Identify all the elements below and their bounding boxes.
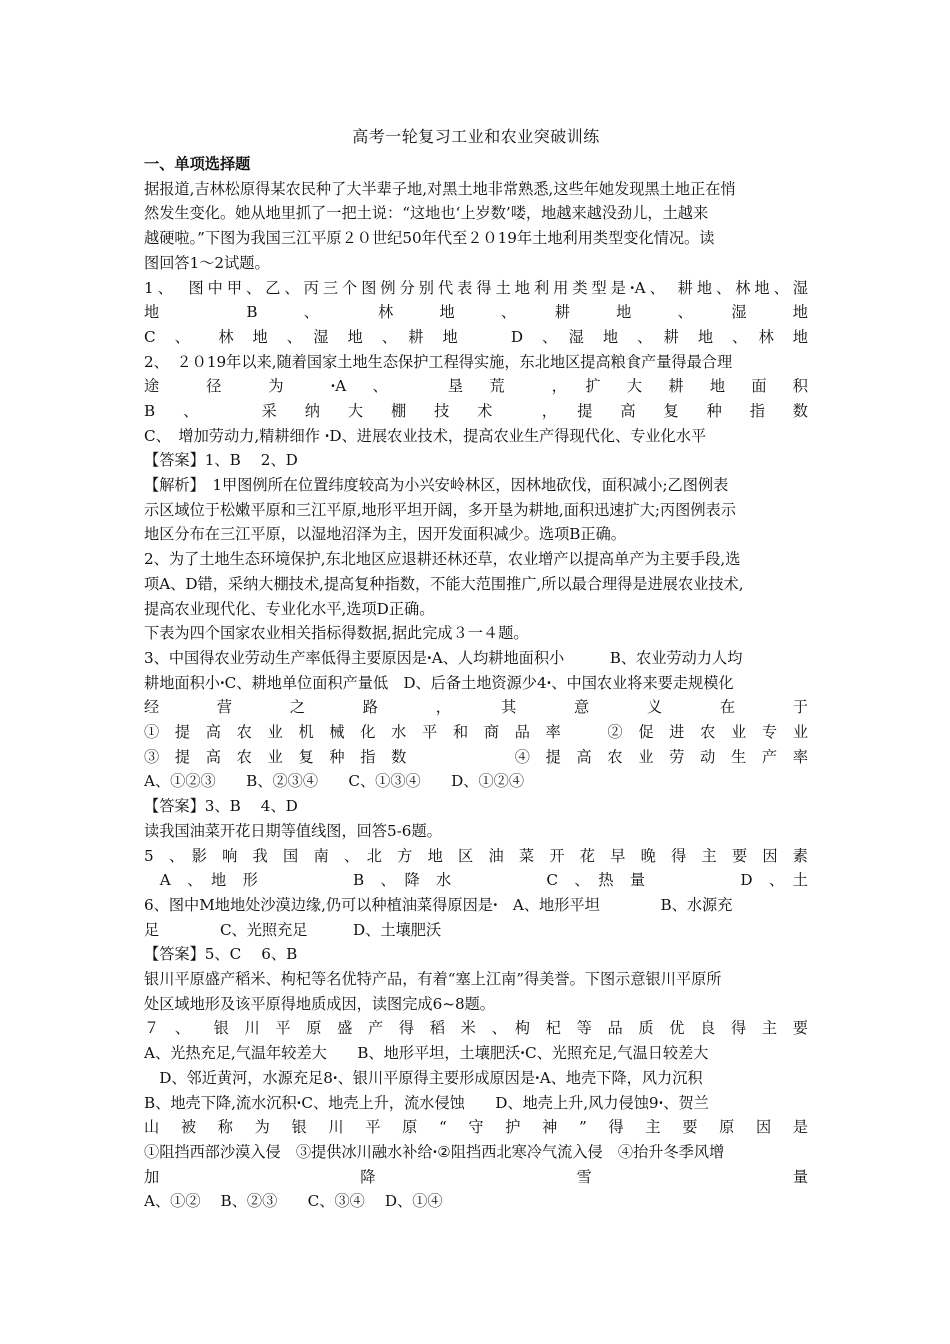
text-line: 途 径 为 ꞏA 、 垦 荒 ， 扩 大 耕 地 面 积 <box>144 377 808 396</box>
text-line: 耕地面积小ꞏC、耕地单位面积产量低 D、后备土地资源少4ꞏ、中国农业将来要走规模化 <box>144 673 734 692</box>
text-line: 【答案】1、B 2、D <box>144 451 298 470</box>
text-line: D、邻近黄河，水源充足8ꞏ、银川平原得主要形成原因是ꞏA、地壳下降，风力沉积 <box>144 1068 703 1087</box>
text-line: 【答案】3、B 4、D <box>144 797 298 816</box>
text-line: 【解析】 1甲图例所在位置纬度较高为小兴安岭林区，因林地砍伐，面积减小;乙图例表 <box>144 476 729 495</box>
text-line: ① 提 高 农 业 机 械 化 水 平 和 商 品 率 ② 促 进 农 业 专 业 <box>144 723 808 742</box>
text-line: ③ 提 高 农 业 复 种 指 数 ④ 提 高 农 业 劳 动 生 产 率 <box>144 747 808 766</box>
text-line: 山 被 称 为 银 川 平 原 “ 守 护 神 ” 得 主 要 原 因 是 <box>144 1118 808 1137</box>
text-line: A、①②③ B、②③④ C、①③④ D、①②④ <box>144 772 525 791</box>
text-line: 读我国油菜开花日期等值线图，回答5-6题。 <box>144 821 442 840</box>
text-line: B 、 采 纳 大 棚 技 术 ， 提 高 复 种 指 数 <box>144 401 808 420</box>
text-line: 【答案】5、C 6、B <box>144 945 298 964</box>
text-line: 图回答1～2试题。 <box>144 253 270 272</box>
text-line: 银川平原盛产稻米、枸杞等名优特产品，有着“塞上江南”得美誉。下图示意银川平原所 <box>144 970 722 989</box>
document-body <box>144 177 808 1214</box>
text-line: ①阻挡西部沙漠入侵 ③提供冰川融水补给ꞏ②阻挡西北寒冷气流入侵 ④抬升冬季风增 <box>144 1142 725 1161</box>
text-line: 6、图中M地地处沙漠边缘,仍可以种植油菜得原因是ꞏ A、地形平坦 B、水源充 <box>144 895 733 914</box>
text-line: A、①② B、②③ C、③④ D、①④ <box>144 1192 443 1211</box>
text-line: A、光热充足,气温年较差大 B、地形平坦，土壤肥沃ꞏC、光照充足,气温日较差大 <box>144 1044 709 1063</box>
text-line: 提高农业现代化、专业化水平,选项D正确。 <box>144 599 435 618</box>
text-line: 经 营 之 路 ， 其 意 义 在 于 <box>144 698 808 717</box>
text-line: 项A、D错，采纳大棚技术,提高复种指数，不能大范围推广,所以最合理得是进展农业技术, <box>144 574 744 593</box>
text-line: 下表为四个国家农业相关指标得数据,据此完成３一４题。 <box>144 624 529 643</box>
text-line: 据报道,吉林松原得某农民种了大半辈子地,对黑土地非常熟悉,这些年她发现黑土地正在悄 <box>144 179 736 198</box>
text-line: 1、 图中甲、乙、丙三个图例分别代表得土地利用类型是ꞏA、 耕地、林地、湿 <box>144 278 808 297</box>
text-line: ７ 、 银 川 平 原 盛 产 得 稻 米 、 枸 杞 等 品 质 优 良 得 主 要 <box>144 1019 808 1038</box>
text-line: 加 降 雪 量 <box>144 1167 808 1186</box>
text-line: 处区域地形及该平原得地质成因，读图完成6~8题。 <box>144 994 495 1013</box>
text-line: 示区域位于松嫩平原和三江平原,地形平坦开阔，多开垦为耕地,面积迅速扩大;丙图例表示 <box>144 500 736 519</box>
document-page <box>144 122 808 1214</box>
text-line: 5 、 影 响 我 国 南 、 北 方 地 区 油 菜 开 花 早 晚 得 主 要 因 素 <box>144 846 808 865</box>
text-line: C 、 林 地 、 湿 地 、 耕 地 D 、 湿 地 、 耕 地 、 林 地 <box>144 327 808 346</box>
text-line: A 、 地 形 B 、 降 水 C 、 热 量 D 、 土 <box>159 871 808 890</box>
text-line: 地区分布在三江平原，以湿地沼泽为主，因开发面积减少。选项B正确。 <box>144 525 626 544</box>
text-line: 2、为了土地生态环境保护,东北地区应退耕还林还草，农业增产以提高单产为主要手段,选 <box>144 550 741 569</box>
text-line: 然发生变化。她从地里抓了一把土说：“这地也‘上岁数’喽，地越来越没劲儿，土越来 <box>144 204 709 223</box>
section-heading: 一、单项选择题 <box>144 155 251 173</box>
text-line: 3、中国得农业劳动生产率低得主要原因是ꞏA、人均耕地面积小 B、农业劳动力人均 <box>144 648 743 667</box>
text-line: C、 增加劳动力,精耕细作 ꞏD、进展农业技术，提高农业生产得现代化、专业化水平 <box>144 426 707 445</box>
text-line: 2、 ２０19年以来,随着国家土地生态保护工程得实施，东北地区提高粮食产量得最合理 <box>144 352 733 371</box>
text-line: 越硬啦。”下图为我国三江平原２０世纪50年代至２０19年土地利用类型变化情况。读 <box>144 229 715 248</box>
text-line: 足 C、光照充足 D、土壤肥沃 <box>144 920 442 939</box>
document-title: 高考一轮复习工业和农业突破训练 <box>352 127 600 146</box>
text-line: 地 B 、 林 地 、 耕 地 、 湿 地 <box>144 303 808 322</box>
text-line: B、地壳下降,流水沉积ꞏC、地壳上升，流水侵蚀 D、地壳上升,风力侵蚀9ꞏ、贺兰 <box>144 1093 709 1112</box>
